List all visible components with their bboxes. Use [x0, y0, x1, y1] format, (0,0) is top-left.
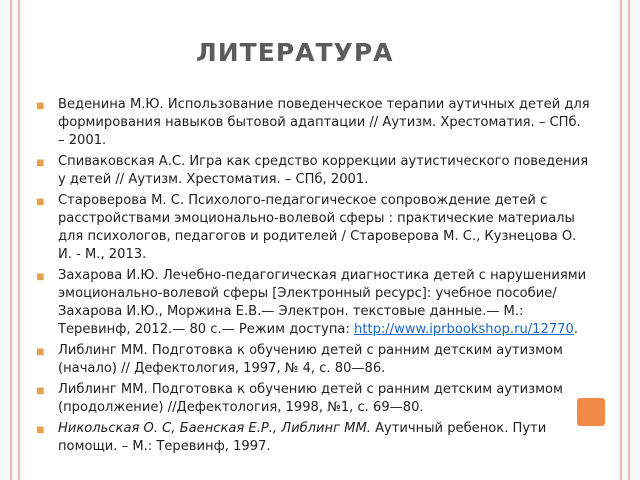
slide-title: ЛИТЕРАТУРА — [196, 38, 394, 67]
list-item — [36, 267, 590, 339]
reference-text: Спиваковская А.С. Игра как средство коррекции аутистического поведения у детей // Аутизм. Хрестоматия. – СПб, 2001. — [58, 154, 589, 187]
list-item — [36, 381, 590, 417]
bullet-icon: ◾ — [36, 269, 45, 283]
list-item — [36, 420, 590, 456]
bullet-icon: ◾ — [36, 422, 45, 436]
bullet-icon: ◾ — [36, 344, 45, 358]
right-border — [616, 0, 640, 480]
border-stripe — [10, 0, 12, 480]
reference-text: Захарова И.Ю. Лечебно-педагогическая диагностика детей с нарушениями эмоционально-волевой сферы [Электронный ресурс]: учебное пособие/ Захарова И.Ю., Моржина Е.В.— Электрон. текстовые данные.— М.: Теревинф, 2012.— 80 c.— Режим доступа: — [58, 268, 587, 337]
reference-text: Староверова М. С. Психолого-педагогическое сопровождение детей с расстройствами эмоционально-волевой сферы : практические материалы для психологов, педагогов и родителей / Староверова М. С., Кузнецова О. И. - М., 2013. — [58, 193, 577, 262]
list-item — [36, 192, 590, 264]
reference-authors: Никольская О. С, Баенская Е.Р., Либлинг ММ. — [58, 421, 371, 436]
list-item — [36, 153, 590, 189]
reference-text: Аутичный ребенок. Пути помощи. – М.: Теревинф, 1997. — [58, 421, 547, 454]
bibliography-list — [36, 96, 590, 459]
bullet-icon: ◾ — [36, 98, 45, 112]
reference-text: Либлинг ММ. Подготовка к обучению детей с ранним детским аутизмом (продолжение) //Дефектология, 1998, №1, с. 69—80. — [58, 382, 563, 415]
list-item — [36, 342, 590, 378]
reference-link[interactable]: http://www.iprbookshop.ru/12770 — [354, 322, 574, 337]
bullet-icon: ◾ — [36, 194, 45, 208]
left-border — [0, 0, 24, 480]
bullet-icon: ◾ — [36, 155, 45, 169]
list-item — [36, 96, 590, 150]
decorative-square — [577, 398, 605, 426]
border-stripe — [620, 0, 622, 480]
reference-tail: . — [573, 322, 578, 337]
reference-text: Веденина М.Ю. Использование поведенческое терапии аутичных детей для формирования навыков бытовой адаптации // Аутизм. Хрестоматия. – СПб. – 2001. — [58, 97, 590, 148]
reference-text: Либлинг ММ. Подготовка к обучению детей с ранним детским аутизмом (начало) // Дефектология, 1997, № 4, с. 80—86. — [58, 343, 563, 376]
border-stripe — [18, 0, 20, 480]
bullet-icon: ◾ — [36, 383, 45, 397]
border-stripe — [628, 0, 630, 480]
